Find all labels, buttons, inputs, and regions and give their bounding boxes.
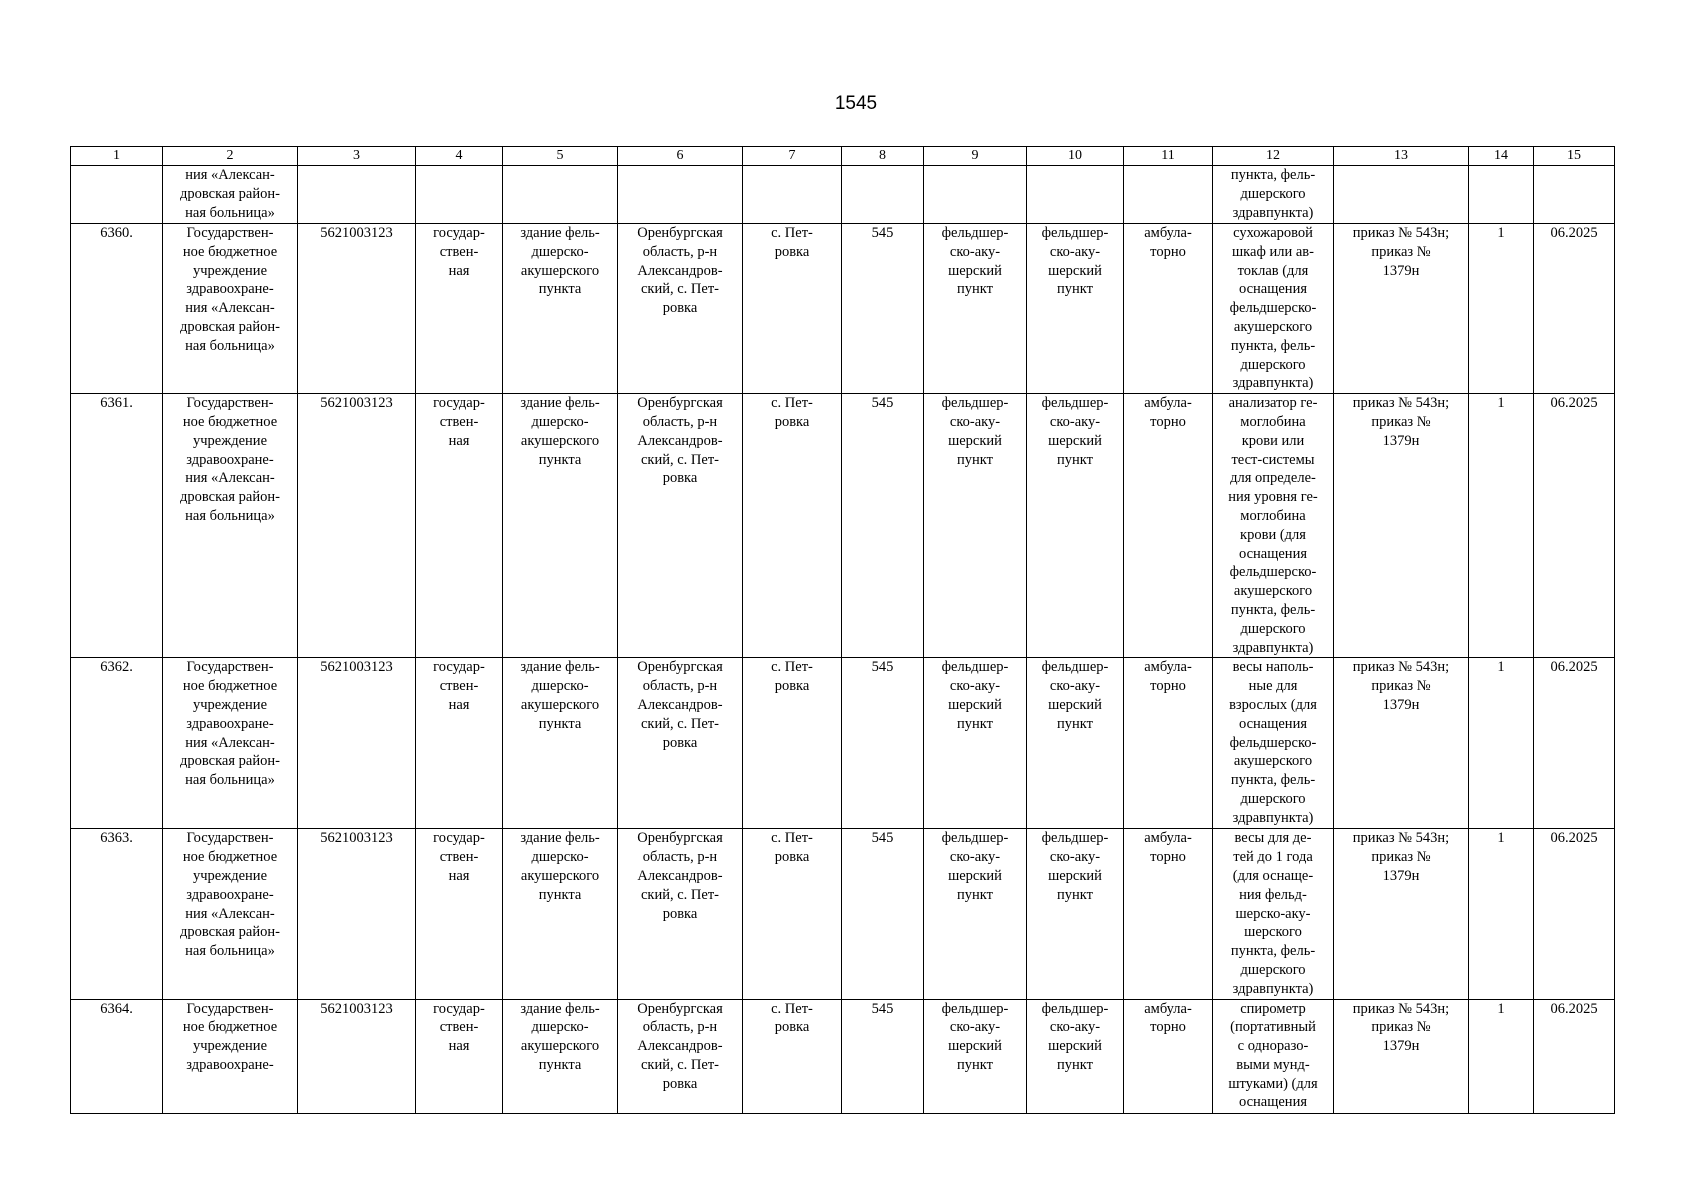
cell-num: 6361. [71,394,163,658]
table-row [71,658,1615,829]
cell-inn: 5621003123 [298,829,416,999]
cell-address: Оренбургская область, р-н Александров- ский, с. Пет- ровка [618,394,743,658]
cell-facility-subtype [1027,166,1124,224]
cell-organization: Государствен- ное бюджетное учреждение здравоохране- ния «Алексан- дровская район- ная больница» [163,224,298,394]
cell-address [618,166,743,224]
cell-building: здание фель- дшерско- акушерского пункта [503,394,618,658]
cell-population: 545 [842,999,924,1113]
cell-building: здание фель- дшерско- акушерского пункта [503,999,618,1113]
cell-settlement: с. Пет- ровка [743,658,842,829]
cell-num: 6364. [71,999,163,1113]
cell-ownership [416,166,503,224]
cell-order: приказ № 543н; приказ № 1379н [1334,658,1469,829]
cell-date [1534,166,1615,224]
column-header: 10 [1027,147,1124,166]
cell-quantity: 1 [1469,999,1534,1113]
cell-facility-type: фельдшер- ско-аку- шерский пункт [924,999,1027,1113]
cell-date: 06.2025 [1534,658,1615,829]
column-header: 11 [1124,147,1213,166]
cell-organization: Государствен- ное бюджетное учреждение здравоохране- ния «Алексан- дровская район- ная больница» [163,658,298,829]
cell-care-mode: амбула- торно [1124,829,1213,999]
table-row [71,999,1615,1113]
column-header: 12 [1213,147,1334,166]
cell-facility-subtype: фельдшер- ско-аку- шерский пункт [1027,999,1124,1113]
cell-equipment: весы для де- тей до 1 года (для оснаще- ния фельд- шерско-аку- шерского пункта, фель- дшерского здравпункта) [1213,829,1334,999]
column-header: 7 [743,147,842,166]
cell-organization: Государствен- ное бюджетное учреждение здравоохране- ния «Алексан- дровская район- ная больница» [163,394,298,658]
register-table [70,146,1615,1114]
cell-inn [298,166,416,224]
cell-facility-subtype: фельдшер- ско-аку- шерский пункт [1027,658,1124,829]
column-header: 15 [1534,147,1615,166]
cell-care-mode: амбула- торно [1124,224,1213,394]
cell-organization: ния «Алексан- дровская район- ная больница» [163,166,298,224]
column-number-header [71,147,1615,166]
cell-quantity: 1 [1469,224,1534,394]
cell-quantity: 1 [1469,829,1534,999]
table-row [71,829,1615,999]
cell-num: 6360. [71,224,163,394]
cell-settlement: с. Пет- ровка [743,999,842,1113]
cell-care-mode [1124,166,1213,224]
cell-ownership: государ- ствен- ная [416,829,503,999]
cell-facility-type [924,166,1027,224]
cell-num: 6363. [71,829,163,999]
column-header: 6 [618,147,743,166]
column-header: 14 [1469,147,1534,166]
cell-equipment: весы наполь- ные для взрослых (для оснащения фельдшерско- акушерского пункта, фель- дшерского здравпункта) [1213,658,1334,829]
table-row [71,394,1615,658]
cell-inn: 5621003123 [298,999,416,1113]
cell-care-mode: амбула- торно [1124,999,1213,1113]
cell-address: Оренбургская область, р-н Александров- ский, с. Пет- ровка [618,999,743,1113]
cell-address: Оренбургская область, р-н Александров- ский, с. Пет- ровка [618,829,743,999]
cell-order: приказ № 543н; приказ № 1379н [1334,224,1469,394]
cell-ownership: государ- ствен- ная [416,394,503,658]
cell-quantity: 1 [1469,658,1534,829]
cell-building: здание фель- дшерско- акушерского пункта [503,224,618,394]
cell-population: 545 [842,829,924,999]
cell-quantity: 1 [1469,394,1534,658]
cell-facility-type: фельдшер- ско-аку- шерский пункт [924,394,1027,658]
column-header: 4 [416,147,503,166]
cell-facility-type: фельдшер- ско-аку- шерский пункт [924,829,1027,999]
cell-address: Оренбургская область, р-н Александров- ский, с. Пет- ровка [618,658,743,829]
column-header: 5 [503,147,618,166]
cell-date: 06.2025 [1534,224,1615,394]
cell-equipment: пункта, фель- дшерского здравпункта) [1213,166,1334,224]
cell-population: 545 [842,658,924,829]
cell-ownership: государ- ствен- ная [416,999,503,1113]
column-header: 2 [163,147,298,166]
cell-order [1334,166,1469,224]
cell-address: Оренбургская область, р-н Александров- ский, с. Пет- ровка [618,224,743,394]
continuation-row [71,166,1615,224]
column-header: 3 [298,147,416,166]
cell-date: 06.2025 [1534,999,1615,1113]
cell-care-mode: амбула- торно [1124,394,1213,658]
cell-date: 06.2025 [1534,829,1615,999]
cell-num [71,166,163,224]
cell-inn: 5621003123 [298,224,416,394]
cell-quantity [1469,166,1534,224]
page-number: 1545 [834,93,878,114]
cell-equipment: анализатор ге- моглобина крови или тест-системы для определе- ния уровня ге- моглобина крови (для оснащения фельдшерско- акушерского пункта, фель- дшерского здравпункта) [1213,394,1334,658]
table-row [71,224,1615,394]
cell-facility-subtype: фельдшер- ско-аку- шерский пункт [1027,394,1124,658]
cell-equipment: сухожаровой шкаф или ав- токлав (для оснащения фельдшерско- акушерского пункта, фель- дшерского здравпункта) [1213,224,1334,394]
cell-num: 6362. [71,658,163,829]
cell-population [842,166,924,224]
cell-facility-type: фельдшер- ско-аку- шерский пункт [924,658,1027,829]
column-header: 8 [842,147,924,166]
cell-equipment: спирометр (портативный с одноразо- выми мунд- штуками) (для оснащения [1213,999,1334,1113]
cell-care-mode: амбула- торно [1124,658,1213,829]
cell-organization: Государствен- ное бюджетное учреждение здравоохране- [163,999,298,1113]
cell-order: приказ № 543н; приказ № 1379н [1334,999,1469,1113]
cell-building: здание фель- дшерско- акушерского пункта [503,829,618,999]
cell-date: 06.2025 [1534,394,1615,658]
cell-building [503,166,618,224]
cell-order: приказ № 543н; приказ № 1379н [1334,394,1469,658]
column-header: 9 [924,147,1027,166]
column-header: 13 [1334,147,1469,166]
cell-population: 545 [842,394,924,658]
cell-facility-type: фельдшер- ско-аку- шерский пункт [924,224,1027,394]
cell-settlement: с. Пет- ровка [743,224,842,394]
cell-inn: 5621003123 [298,658,416,829]
cell-organization: Государствен- ное бюджетное учреждение здравоохране- ния «Алексан- дровская район- ная больница» [163,829,298,999]
cell-ownership: государ- ствен- ная [416,658,503,829]
cell-facility-subtype: фельдшер- ско-аку- шерский пункт [1027,829,1124,999]
cell-settlement [743,166,842,224]
cell-population: 545 [842,224,924,394]
cell-facility-subtype: фельдшер- ско-аку- шерский пункт [1027,224,1124,394]
cell-inn: 5621003123 [298,394,416,658]
column-header: 1 [71,147,163,166]
cell-settlement: с. Пет- ровка [743,829,842,999]
cell-building: здание фель- дшерско- акушерского пункта [503,658,618,829]
cell-order: приказ № 543н; приказ № 1379н [1334,829,1469,999]
cell-settlement: с. Пет- ровка [743,394,842,658]
cell-ownership: государ- ствен- ная [416,224,503,394]
